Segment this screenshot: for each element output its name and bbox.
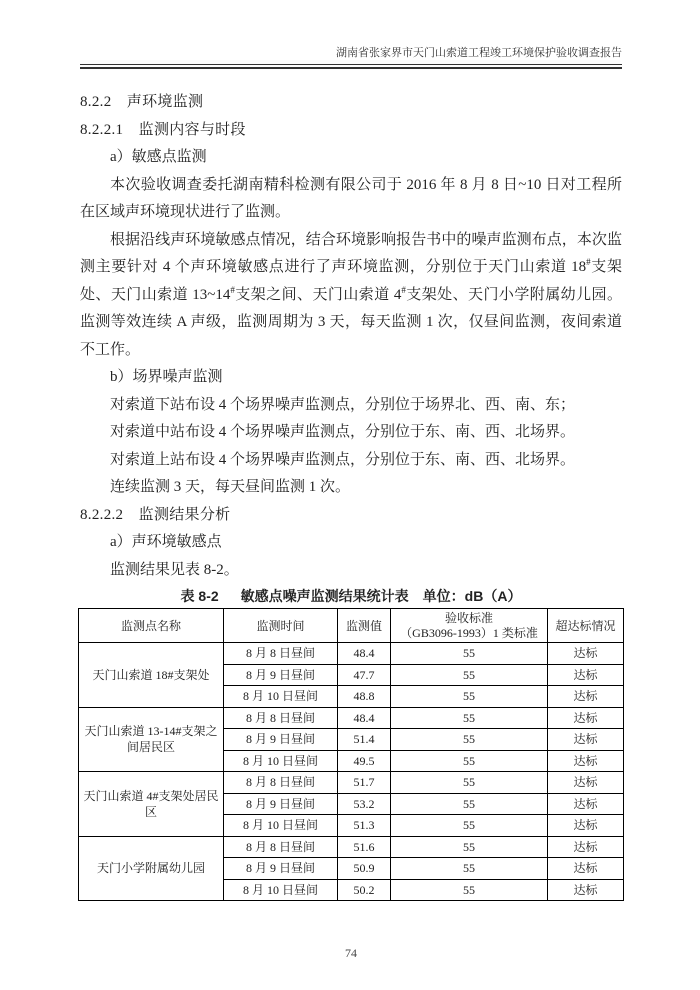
table-caption <box>80 584 622 608</box>
paragraph-lower-station: 对索道下站布设 4 个场界噪声监测点，分别位于场界北、西、南、东； <box>110 396 576 413</box>
paragraph-segment: 支架处、天门小学附属幼儿园。监测等效连续 A 声级，监测周期为 3 天，每天监测 1 次，仅昼间监测，夜间索道不工作。 <box>80 286 622 358</box>
page-number: 74 <box>345 946 357 960</box>
table-row <box>79 643 624 665</box>
table-caption-label: 表 8-2 <box>180 588 219 604</box>
value-cell: 51.3 <box>338 815 391 837</box>
value-cell: 49.5 <box>338 750 391 772</box>
time-cell: 8 月 9 日昼间 <box>224 793 338 815</box>
standard-cell: 55 <box>391 664 548 686</box>
time-cell: 8 月 8 日昼间 <box>224 836 338 858</box>
superscript-hash: # <box>230 284 235 295</box>
time-cell: 8 月 10 日昼间 <box>224 879 338 901</box>
standard-cell: 55 <box>391 686 548 708</box>
column-header-value: 监测值 <box>338 609 391 643</box>
value-cell: 48.4 <box>338 643 391 665</box>
standard-cell: 55 <box>391 815 548 837</box>
paragraph-segment: 支架之间、天门山索道 4 <box>234 286 402 303</box>
status-cell: 达标 <box>548 664 624 686</box>
column-header-status: 超达标情况 <box>548 609 624 643</box>
status-cell: 达标 <box>548 686 624 708</box>
standard-cell: 55 <box>391 879 548 901</box>
column-header-standard <box>391 609 548 643</box>
status-cell: 达标 <box>548 836 624 858</box>
value-cell: 51.7 <box>338 772 391 794</box>
paragraph-segment: 支架处、天门山索道 13~14 <box>80 259 622 303</box>
value-cell: 51.6 <box>338 836 391 858</box>
header-rule <box>80 64 622 69</box>
list-item-a-sensitive: a）敏感点监测 <box>110 149 207 165</box>
standard-cell: 55 <box>391 707 548 729</box>
site-name-cell: 天门小学附属幼儿园 <box>79 836 224 901</box>
standard-cell: 55 <box>391 750 548 772</box>
standard-cell: 55 <box>391 836 548 858</box>
status-cell: 达标 <box>548 729 624 751</box>
status-cell: 达标 <box>548 815 624 837</box>
paragraph-upper-station: 对索道上站布设 4 个场界噪声监测点，分别位于东、南、西、北场界。 <box>110 451 576 468</box>
document-body <box>80 89 622 961</box>
site-name-cell: 天门山索道 13-14#支架之间居民区 <box>79 707 224 772</box>
time-cell: 8 月 10 日昼间 <box>224 750 338 772</box>
list-item-b-boundary: b）场界噪声监测 <box>110 369 223 385</box>
site-name-cell: 天门山索道 4#支架处居民区 <box>79 772 224 837</box>
standard-cell: 55 <box>391 643 548 665</box>
time-cell: 8 月 8 日昼间 <box>224 707 338 729</box>
paragraph-continuous-monitoring: 连续监测 3 天，每天昼间监测 1 次。 <box>110 479 351 495</box>
status-cell: 达标 <box>548 707 624 729</box>
time-cell: 8 月 8 日昼间 <box>224 643 338 665</box>
value-cell: 50.2 <box>338 879 391 901</box>
value-cell: 48.4 <box>338 707 391 729</box>
status-cell: 达标 <box>548 858 624 880</box>
list-item-a-result: a）声环境敏感点 <box>110 534 222 550</box>
status-cell: 达标 <box>548 643 624 665</box>
paragraph-monitoring-points <box>80 227 622 365</box>
time-cell: 8 月 8 日昼间 <box>224 772 338 794</box>
value-cell: 51.4 <box>338 729 391 751</box>
standard-cell: 55 <box>391 772 548 794</box>
standard-cell: 55 <box>391 729 548 751</box>
value-cell: 50.9 <box>338 858 391 880</box>
time-cell: 8 月 9 日昼间 <box>224 858 338 880</box>
column-header-time: 监测时间 <box>224 609 338 643</box>
table-header-row <box>79 609 624 643</box>
status-cell: 达标 <box>548 793 624 815</box>
value-cell: 48.8 <box>338 686 391 708</box>
standard-cell: 55 <box>391 858 548 880</box>
table-row <box>79 772 624 794</box>
table-caption-unit: 单位：dB（A） <box>422 588 522 604</box>
status-cell: 达标 <box>548 750 624 772</box>
value-cell: 47.7 <box>338 664 391 686</box>
time-cell: 8 月 9 日昼间 <box>224 664 338 686</box>
paragraph-segment: 根据沿线声环境敏感点情况，结合环境影响报告书中的噪声监测布点，本次监测主要针对 4 个声环境敏感点进行了声环境监测，分别位于天门山索道 18 <box>80 231 622 275</box>
paragraph-survey-commission: 本次验收调查委托湖南精科检测有限公司于 2016 年 8 月 8 日~10 日对工程所在区域声环境现状进行了监测。 <box>80 176 622 220</box>
column-header-standard-line1: 验收标准 <box>444 610 493 625</box>
column-header-standard-line2: （GB3096-1993）1 类标准 <box>400 625 538 640</box>
time-cell: 8 月 9 日昼间 <box>224 729 338 751</box>
paragraph-see-table: 监测结果见表 8-2。 <box>110 561 239 578</box>
table-caption-title: 敏感点噪声监测结果统计表 <box>240 588 409 604</box>
section-heading-822: 8.2.2 声环境监测 <box>80 94 204 110</box>
superscript-hash: # <box>401 284 406 295</box>
table-row <box>79 836 624 858</box>
section-heading-8221: 8.2.2.1 监测内容与时段 <box>80 121 246 138</box>
site-name-cell: 天门山索道 18#支架处 <box>79 643 224 708</box>
value-cell: 53.2 <box>338 793 391 815</box>
noise-monitoring-table <box>78 608 624 901</box>
paragraph-middle-station: 对索道中站布设 4 个场界噪声监测点，分别位于东、南、西、北场界。 <box>110 424 576 440</box>
section-heading-8222: 8.2.2.2 监测结果分析 <box>80 506 231 523</box>
status-cell: 达标 <box>548 879 624 901</box>
column-header-site: 监测点名称 <box>79 609 224 643</box>
running-header <box>80 46 622 64</box>
table-row <box>79 707 624 729</box>
running-header-title: 湖南省张家界市天门山索道工程竣工环境保护验收调查报告 <box>336 47 622 59</box>
standard-cell: 55 <box>391 793 548 815</box>
superscript-hash: # <box>586 257 591 267</box>
time-cell: 8 月 10 日昼间 <box>224 815 338 837</box>
time-cell: 8 月 10 日昼间 <box>224 686 338 708</box>
status-cell: 达标 <box>548 772 624 794</box>
